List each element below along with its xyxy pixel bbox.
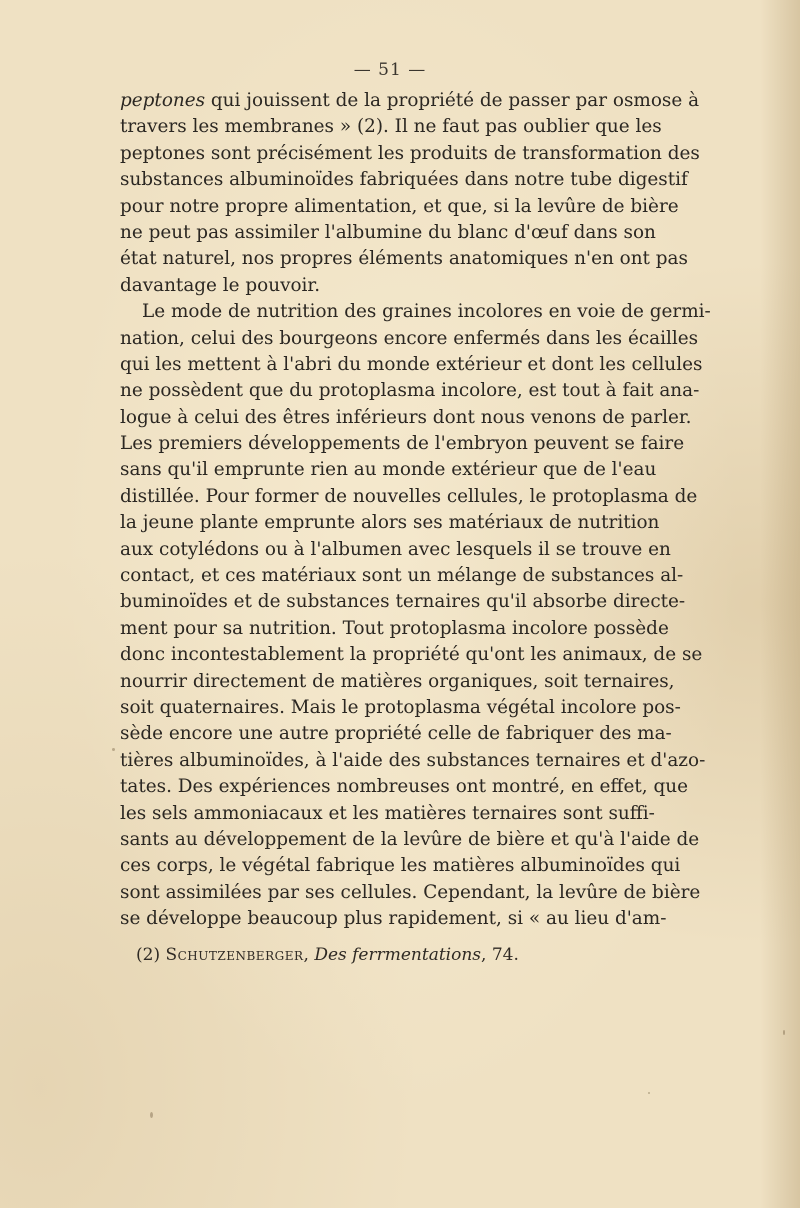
footnote-title: Des ferrmentations — [314, 945, 482, 965]
text-line-31: sont assimilées par ses cellules. Cependant, la levûre de bière — [120, 881, 701, 903]
footnote-separator: , — [303, 945, 315, 965]
text-line-17: la jeune plante emprunte alors ses matériaux de nutrition — [120, 512, 660, 534]
text-line-4: substances albuminoïdes fabriquées dans notre tube digestif — [120, 169, 688, 191]
text-line-25: sède encore une autre propriété celle de fabriquer des ma- — [120, 723, 672, 745]
text-line-14: Les premiers développements de l'embryon peuvent se faire — [120, 433, 685, 455]
text-line-3: peptones sont précisément les produits de transformation des — [120, 142, 700, 164]
line-rest: qui jouissent de la propriété de passer par osmose à — [205, 90, 700, 111]
italic-word: peptones — [120, 90, 206, 111]
text-line-26: tières albuminoïdes, à l'aide des substances ternaires et d'azo- — [120, 749, 706, 771]
page-number: — 51 — — [353, 60, 427, 80]
footnote-author: Schutzenberger — [165, 945, 304, 965]
text-line-30: ces corps, le végétal fabrique les matières albuminoïdes qui — [120, 855, 681, 877]
paper-speck — [783, 1030, 785, 1035]
text-line-21: ment pour sa nutrition. Tout protoplasma incolore possède — [120, 617, 669, 639]
text-line-23: nourrir directement de matières organiques, soit ternaires, — [120, 670, 675, 692]
text-line-27: tates. Des expériences nombreuses ont montré, en effet, que — [120, 776, 688, 798]
text-line-10: nation, celui des bourgeons encore enfermés dans les écailles — [120, 327, 699, 349]
text-line-28: les sels ammoniacaux et les matières ternaires sont suffi- — [120, 802, 655, 824]
page-edge-shadow — [760, 0, 800, 1208]
text-line-2: travers les membranes » (2). Il ne faut pas oublier que les — [120, 116, 662, 138]
text-line-8: davantage le pouvoir. — [120, 274, 321, 296]
text-line-22: donc incontestablement la propriété qu'ont les animaux, de se — [120, 644, 703, 666]
text-line-6: ne peut pas assimiler l'albumine du blanc d'œuf dans son — [120, 221, 656, 243]
paper-speck — [150, 1112, 153, 1118]
footnote — [136, 945, 519, 965]
paper-speck — [648, 1092, 650, 1094]
text-line-18: aux cotylédons ou à l'albumen avec lesquels il se trouve en — [120, 538, 671, 560]
text-line-7: état naturel, nos propres éléments anatomiques n'en ont pas — [120, 248, 688, 270]
text-line-16: distillée. Pour former de nouvelles cellules, le protoplasma de — [120, 485, 698, 507]
text-line-11: qui les mettent à l'abri du monde extérieur et dont les cellules — [120, 353, 703, 375]
text-line-19: contact, et ces matériaux sont un mélange de substances al- — [120, 565, 684, 587]
paper-speck — [112, 748, 115, 751]
body-text — [120, 88, 711, 933]
text-line-32: se développe beaucoup plus rapidement, si « au lieu d'am- — [120, 908, 667, 930]
footnote-suffix: , 74. — [481, 945, 519, 965]
text-line-9: Le mode de nutrition des graines incolores en voie de germi- — [142, 301, 711, 323]
text-line-29: sants au développement de la levûre de bière et qu'à l'aide de — [120, 828, 700, 850]
text-line-1 — [120, 88, 700, 114]
footnote-marker: (2) — [136, 945, 166, 965]
text-line-20: buminoïdes et de substances ternaires qu'il absorbe directe- — [120, 591, 686, 613]
text-line-15: sans qu'il emprunte rien au monde extérieur que de l'eau — [120, 459, 657, 481]
text-line-5: pour notre propre alimentation, et que, si la levûre de bière — [120, 195, 679, 217]
text-line-12: ne possèdent que du protoplasma incolore, est tout à fait ana- — [120, 380, 700, 402]
text-line-13: logue à celui des êtres inférieurs dont nous venons de parler. — [120, 406, 692, 428]
text-line-24: soit quaternaires. Mais le protoplasma végétal incolore pos- — [120, 696, 681, 718]
